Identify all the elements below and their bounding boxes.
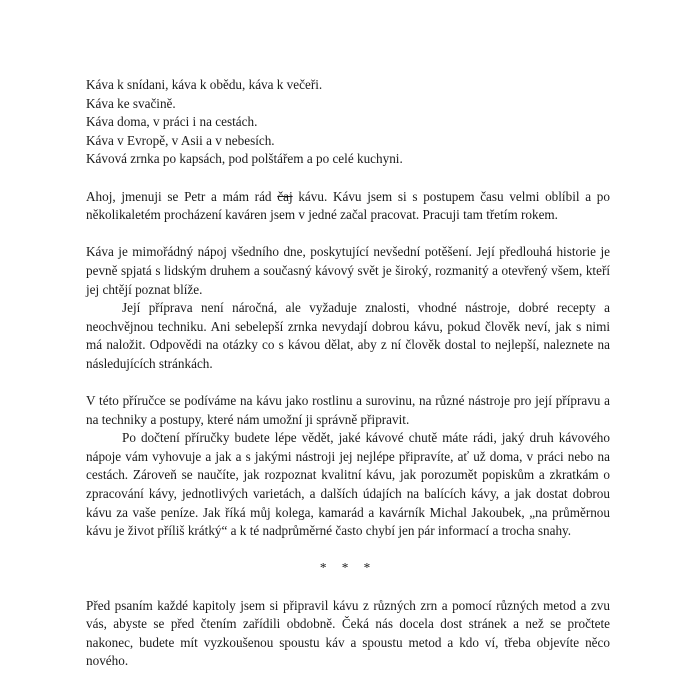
section-separator: * * *: [319, 560, 377, 576]
greeting-text-after: kávu. Kávu jsem si s postupem času velmi oblíbil a po několikaletém procházení kaváren jsem v jedné začal pracovat. Pracuji tam třetím rokem.: [86, 188, 610, 223]
intro-line-3: Káva doma, v práci i na cestách.: [86, 114, 258, 130]
greeting-text-before: Ahoj, jmenuji se Petr a mám rád: [86, 188, 278, 204]
spacer: [86, 225, 610, 244]
intro-line-2: Káva ke svačině.: [86, 95, 176, 111]
paragraph-coffee-intro: Káva je mimořádný nápoj všedního dne, poskytující nevšední potěšení. Její předlouhá historie je pevně spjatá s lidským druhem a současný kávový svět je široký, rozmanitý a otevřený všem, kteří jej chtějí poznat blíže.: [86, 244, 610, 297]
paragraph-guide-benefits: Po dočtení příručky budete lépe vědět, jaké kávové chutě máte rádi, jaký druh kávového nápoje vám vyhovuje a jak a s jakými nástroji jej nejlépe připravíte, ať už doma, v práci nebo na cestách. Zároveň se naučíte, jak rozpoznat kvalitní kávu, jak porozumět popiskům a zkratkám o zpracování kávy, jednotlivých varietách, a dalších údajích na balících kávy, a jak dostat dobrou kávu za vaše peníze. Jak říká můj kolega, kamarád a kavárník Michal Jakoubek, „na průměrnou kávu je život příliš krátký“ a k té nadprůměrné často chybí jen pár informací a trocha snahy.: [86, 430, 610, 539]
paragraph-guide-scope: V této příručce se podíváme na kávu jako rostlinu a surovinu, na různé nástroje pro její přípravu a na techniky a postupy, které nám umožní ji správně připravit.: [86, 393, 610, 427]
intro-line-1: Káva k snídani, káva k obědu, káva k večeři.: [86, 77, 323, 92]
spacer: [86, 374, 610, 393]
spacer: [86, 169, 610, 188]
struck-word: čaj: [277, 188, 293, 204]
paragraph-preparation: Její příprava není náročná, ale vyžaduje znalosti, vhodné nástroje, dobré recepty a neochvějnou techniku. Ani sebelepší zrnka nevydají dobrou kávu, pokud člověk neví, jak s nimi má naložit. Odpovědi na otázky co s kávou dělat, aby z ní člověk dostal to nejlepší, naleznete na následujících stránkách.: [86, 300, 610, 371]
intro-line-4: Káva v Evropě, v Asii a v nebesích.: [86, 132, 275, 148]
spacer: [86, 578, 610, 597]
spacer: [86, 541, 610, 560]
paragraph-invitation: Před psaním každé kapitoly jsem si připravil kávu z různých zrn a pomocí různých metod a zvu vás, abyste se před čtením zařídili obdobně. Čeká nás docela dost stránek a než se pročtete nakonec, budete mít vyzkoušenou spoustu káv a spoustu metod a kdo ví, třeba objevíte něco nového.: [86, 597, 610, 669]
document-page: [86, 76, 610, 671]
intro-line-5: Kávová zrnka po kapsách, pod polštářem a po celé kuchyni.: [86, 151, 403, 167]
paragraph-greeting: [86, 188, 610, 225]
